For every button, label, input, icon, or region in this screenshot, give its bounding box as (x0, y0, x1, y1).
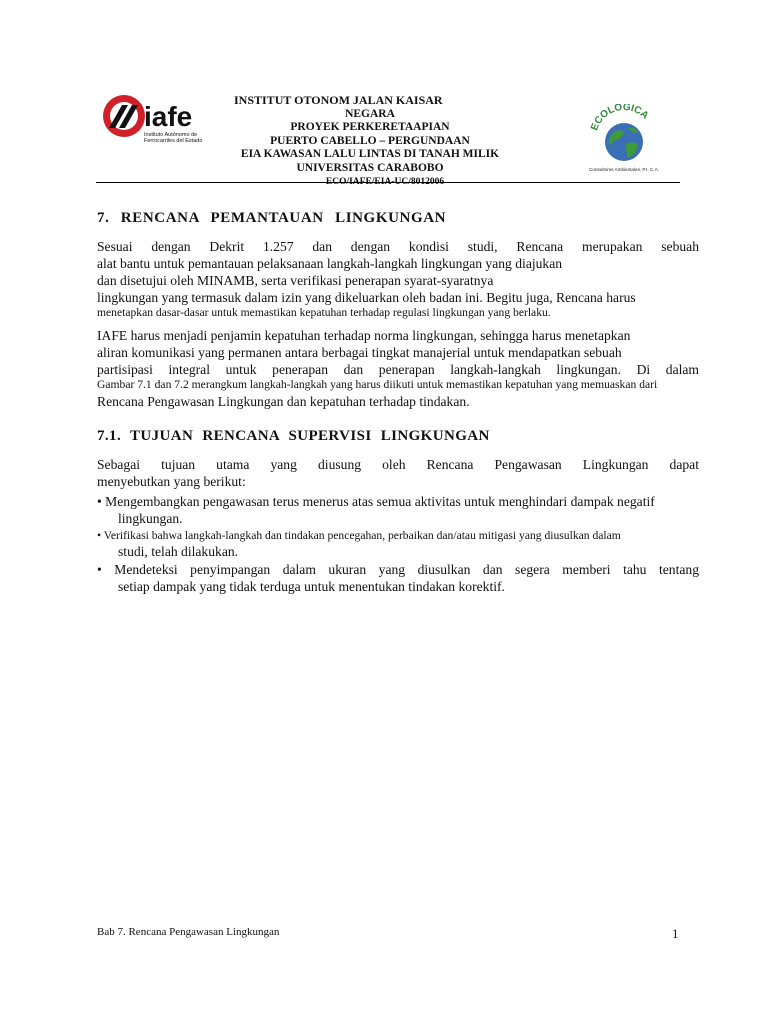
header-line: UNIVERSITAS CARABOBO (296, 161, 444, 174)
svg-text:ECOLÓGICA: ECOLÓGICA (589, 104, 651, 133)
paragraph-line: Gambar 7.1 dan 7.2 merangkum langkah-langkah yang harus diikuti untuk memastikan kepatuhan yang memuaskan dari (97, 378, 658, 391)
header-line: INSTITUT OTONOM JALAN KAISAR (234, 93, 443, 107)
svg-text:Consultores Ambientales, P.I.: Consultores Ambientales, P.I. C.A. (589, 167, 659, 172)
iafe-logo (100, 92, 222, 148)
paragraph-line: Sesuai dengan Dekrit 1.257 dan dengan kondisi studi, Rencana merupakan sebuah (97, 239, 699, 254)
list-item: • Verifikasi bahwa langkah-langkah dan tindakan pencegahan, perbaikan dan/atau mitigasi yang diusulkan dalam (97, 529, 621, 542)
page-number: 1 (672, 926, 679, 941)
paragraph-line: menyebutkan yang berikut: (97, 474, 246, 489)
paragraph-line: Sebagai tujuan utama yang diusung oleh Rencana Pengawasan Lingkungan dapat (97, 457, 699, 472)
paragraph-line: Rencana Pengawasan Lingkungan dan kepatuhan terhadap tindakan. (97, 394, 470, 409)
ecologica-logo (586, 104, 662, 174)
document-header (230, 94, 510, 189)
footer-chapter-title: Bab 7. Rencana Pengawasan Lingkungan (97, 926, 280, 938)
paragraph-line: IAFE harus menjadi penjamin kepatuhan terhadap norma lingkungan, sehingga harus menetapkan (97, 328, 631, 343)
paragraph-line: menetapkan dasar-dasar untuk memastikan kepatuhan terhadap regulasi lingkungan yang berlaku. (97, 306, 551, 319)
list-item: • Mendeteksi penyimpangan dalam ukuran yang diusulkan dan segera memberi tahu tentang (97, 562, 699, 577)
document-code: ECO/IAFE/EIA-UC/8012006 (325, 176, 445, 187)
paragraph-line: dan disetujui oleh MINAMB, serta verifikasi penerapan syarat-syaratnya (97, 273, 494, 288)
header-line: PUERTO CABELLO – PERGUNDAAN (270, 134, 470, 147)
svg-text:iafe: iafe (144, 101, 193, 132)
list-item-continuation: studi, telah dilakukan. (118, 544, 239, 559)
header-line: EIA KAWASAN LALU LINTAS DI TANAH MILIK (240, 148, 500, 161)
paragraph-line: partisipasi integral untuk penerapan dan penerapan langkah-langkah lingkungan. Di dalam (97, 362, 699, 377)
section-heading: 7. RENCANA PEMANTAUAN LINGKUNGAN (97, 210, 447, 226)
paragraph-line: alat bantu untuk pemantauan pelaksanaan langkah-langkah lingkungan yang diajukan (97, 256, 563, 271)
header-line: NEGARA (345, 107, 395, 120)
paragraph-line: aliran komunikasi yang permanen antara berbagai tingkat manajerial untuk mendapatkan sebuah (97, 345, 622, 360)
paragraph-line: lingkungan yang termasuk dalam izin yang dikeluarkan oleh badan ini. Begitu juga, Rencana harus (97, 290, 636, 305)
list-item-continuation: lingkungan. (118, 511, 183, 526)
header-line: PROYEK PERKERETAAPIAN (290, 121, 450, 134)
svg-text:Ferrocarriles del Estado: Ferrocarriles del Estado (144, 138, 203, 144)
svg-text:Instituto Autónomo de: Instituto Autónomo de (144, 132, 198, 138)
subsection-heading: 7.1. TUJUAN RENCANA SUPERVISI LINGKUNGAN (97, 428, 490, 444)
header-divider (96, 182, 680, 183)
list-item: • Mengembangkan pengawasan terus menerus atas semua aktivitas untuk menghindari dampak negatif (97, 494, 655, 509)
list-item-continuation: setiap dampak yang tidak terduga untuk menentukan tindakan korektif. (118, 579, 505, 594)
